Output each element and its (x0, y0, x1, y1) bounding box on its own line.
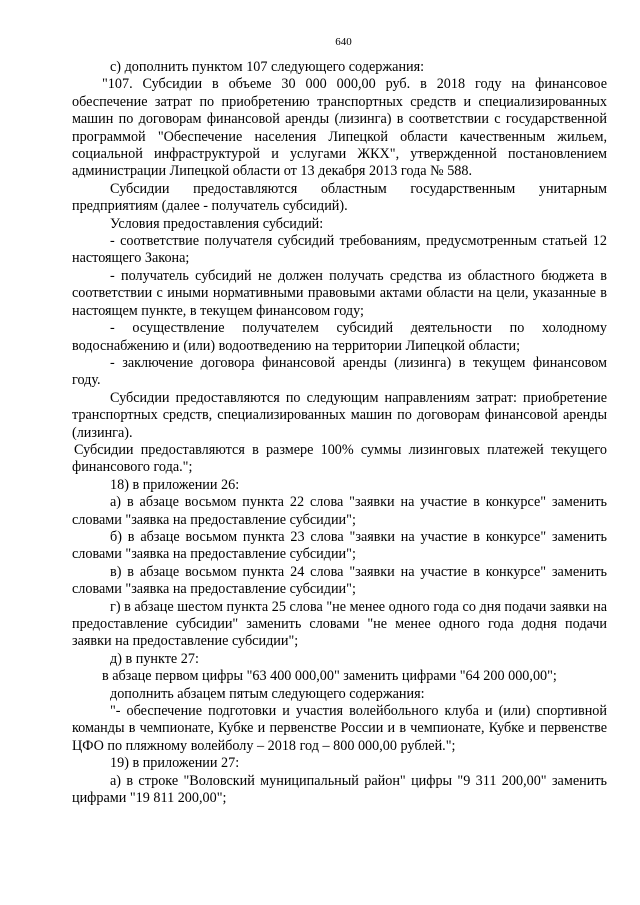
paragraph-amount: Субсидии предоставляются в размере 100% суммы лизинговых платежей текущего финансового года."; (72, 441, 607, 476)
paragraph-item-18d: д) в пункте 27: (110, 650, 199, 667)
paragraph-107: "107. Субсидии в объеме 30 000 000,00 руб. в 2018 году на финансовое обеспечение затрат по приобретению транспортных средств и специализированных машин по договорам финансовой аренды (лизинга) в соответствии с государственной программой "Обеспечение населения Липецкой области качественным жильем, социальной инфраструктурой и услугами ЖКХ", утвержденной постановлением администрации Липецкой области от 13 декабря 2013 года № 588. (72, 76, 607, 180)
paragraph-condition-3: - осуществление получателем субсидий деятельности по холодному водоснабжению и (или) водоотведению на территории Липецкой области; (72, 320, 607, 354)
paragraph-item-18a: а) в абзаце восьмом пункта 22 слова "заявки на участие в конкурсе" заменить словами "заявка на предоставление субсидии"; (72, 494, 607, 528)
paragraph-item-18b: б) в абзаце восьмом пункта 23 слова "заявки на участие в конкурсе" заменить словами "заявка на предоставление субсидии"; (72, 528, 607, 563)
paragraph-item-18d-1: в абзаце первом цифры "63 400 000,00" заменить цифрами "64 200 000,00"; (102, 668, 557, 685)
page-number: 640 (335, 36, 352, 48)
paragraph-item-18: 18) в приложении 26: (110, 476, 240, 493)
paragraph-item-18d-2: дополнить абзацем пятым следующего содержания: (110, 685, 425, 702)
paragraph-item-19a: а) в строке "Воловский муниципальный район" цифры "9 311 200,00" заменить цифрами "19 811 200,00"; (72, 772, 607, 807)
paragraph-item-18d-quote: "- обеспечение подготовки и участия волейбольного клуба и (или) спортивной команды в чемпионате, Кубке и первенстве России и в чемпионате, Кубке и первенстве ЦФО по пляжному волейболу – 2018 год – 800 000,00 рублей."; (72, 703, 607, 754)
paragraph-directions: Субсидии предоставляются по следующим направлениям затрат: приобретение транспортных средств, специализированных машин по договорам финансовой аренды (лизинга). (72, 389, 607, 441)
paragraph-conditions-heading: Условия предоставления субсидий: (110, 215, 324, 232)
paragraph-intro: с) дополнить пунктом 107 следующего содержания: (110, 59, 425, 75)
paragraph-condition-4: - заключение договора финансовой аренды (лизинга) в текущем финансовом году. (72, 354, 607, 389)
paragraph-recipients: Субсидии предоставляются областным государственным унитарным предприятиям (далее - получатель субсидий). (72, 180, 607, 215)
paragraph-item-18g: г) в абзаце шестом пункта 25 слова "не менее одного года со дня подачи заявки на предоставление субсидии" заменить словами "не менее одного года додня подачи заявки на предоставление субсидии"; (72, 598, 607, 650)
paragraph-condition-2: - получатель субсидий не должен получать средства из областного бюджета в соответствии с иными нормативными правовыми актами области на цели, указанные в настоящем пункте, в текущем финансовом году; (72, 267, 607, 319)
paragraph-condition-1: - соответствие получателя субсидий требованиям, предусмотренным статьей 12 настоящего Закона; (72, 233, 607, 267)
paragraph-item-18v: в) в абзаце восьмом пункта 24 слова "заявки на участие в конкурсе" заменить словами "заявка на предоставление субсидии"; (72, 563, 607, 598)
paragraph-item-19: 19) в приложении 27: (110, 755, 240, 772)
